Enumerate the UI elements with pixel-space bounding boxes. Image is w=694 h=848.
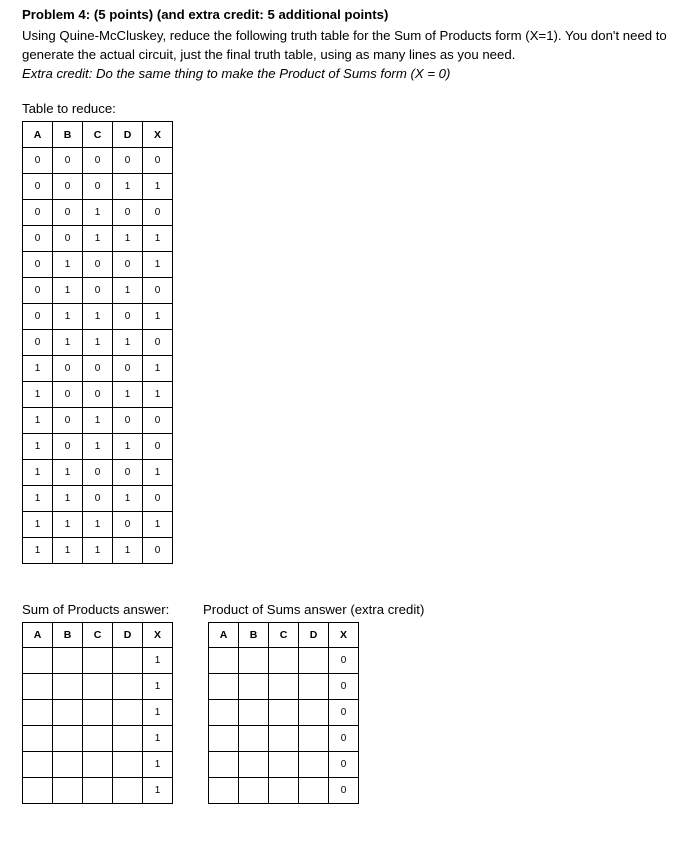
cell-d[interactable] [113,752,143,778]
cell-b[interactable] [239,674,269,700]
cell-x: 0 [329,700,359,726]
cell-d[interactable] [113,648,143,674]
truth-table [22,121,173,564]
cell-a[interactable] [209,778,239,804]
cell-a: 1 [23,434,53,460]
problem-instructions [22,26,672,83]
cell-d: 1 [113,434,143,460]
table-row [209,674,359,700]
table-row [209,648,359,674]
cell-a[interactable] [23,726,53,752]
cell-b[interactable] [239,726,269,752]
column-header-c: C [269,623,299,648]
cell-d[interactable] [113,778,143,804]
column-header-x: X [143,623,173,648]
column-header-c: C [83,623,113,648]
cell-d: 1 [113,278,143,304]
pos-answer-table [208,622,359,804]
cell-c[interactable] [269,778,299,804]
cell-a: 1 [23,538,53,564]
cell-d: 1 [113,330,143,356]
table-row [23,252,173,278]
cell-b[interactable] [239,778,269,804]
table-row [23,700,173,726]
cell-a[interactable] [209,700,239,726]
cell-d[interactable] [299,648,329,674]
cell-c: 1 [83,200,113,226]
column-header-a: A [209,623,239,648]
cell-b: 0 [53,408,83,434]
cell-c[interactable] [83,726,113,752]
table-row [23,278,173,304]
table-row [23,486,173,512]
instructions-text: Using Quine-McCluskey, reduce the following truth table for the Sum of Products form (X=1). You don't need to generate the actual circuit, just the final truth table, using as many lines as you need. [22,28,667,62]
cell-d[interactable] [299,752,329,778]
cell-d: 1 [113,538,143,564]
cell-a: 1 [23,512,53,538]
cell-d: 0 [113,408,143,434]
cell-b: 1 [53,460,83,486]
cell-a: 0 [23,304,53,330]
cell-x: 1 [143,778,173,804]
cell-c[interactable] [83,700,113,726]
cell-x: 1 [143,752,173,778]
table-row [23,648,173,674]
cell-d: 0 [113,304,143,330]
table-row [23,512,173,538]
cell-x: 1 [143,382,173,408]
cell-a: 0 [23,226,53,252]
cell-x: 1 [143,700,173,726]
table-row [23,304,173,330]
table-row [23,356,173,382]
cell-b[interactable] [53,752,83,778]
cell-x: 1 [143,726,173,752]
cell-x: 0 [329,674,359,700]
cell-a: 1 [23,486,53,512]
column-header-d: D [113,122,143,148]
cell-a[interactable] [209,674,239,700]
column-header-x: X [329,623,359,648]
cell-a: 0 [23,148,53,174]
sop-answer-caption: Sum of Products answer: [22,602,170,617]
cell-d[interactable] [113,700,143,726]
cell-c[interactable] [83,752,113,778]
cell-c: 1 [83,434,113,460]
cell-x: 0 [143,486,173,512]
cell-b: 0 [53,226,83,252]
cell-b[interactable] [239,648,269,674]
cell-d: 0 [113,252,143,278]
cell-c: 0 [83,460,113,486]
cell-c: 1 [83,226,113,252]
cell-b: 1 [53,512,83,538]
cell-a: 0 [23,200,53,226]
table-header-row [23,623,173,648]
cell-d: 0 [113,356,143,382]
cell-x: 0 [143,408,173,434]
column-header-b: B [239,623,269,648]
cell-c: 0 [83,148,113,174]
cell-x: 0 [143,200,173,226]
cell-a[interactable] [23,752,53,778]
table-row [23,226,173,252]
cell-b: 1 [53,304,83,330]
cell-d: 1 [113,174,143,200]
table-row [23,538,173,564]
cell-a[interactable] [23,700,53,726]
cell-d: 0 [113,200,143,226]
cell-x: 1 [143,460,173,486]
cell-c: 0 [83,278,113,304]
column-header-d: D [113,623,143,648]
cell-c[interactable] [269,752,299,778]
cell-d: 0 [113,460,143,486]
table-row [23,382,173,408]
table-row [23,434,173,460]
cell-x: 1 [143,174,173,200]
cell-x: 1 [143,304,173,330]
cell-c: 1 [83,512,113,538]
cell-c: 0 [83,486,113,512]
cell-a: 1 [23,408,53,434]
cell-x: 0 [329,778,359,804]
cell-a[interactable] [23,648,53,674]
cell-b: 1 [53,330,83,356]
table-row [23,460,173,486]
cell-c: 0 [83,174,113,200]
column-header-a: A [23,122,53,148]
cell-b[interactable] [53,700,83,726]
cell-x: 1 [143,252,173,278]
cell-a[interactable] [209,726,239,752]
cell-x: 1 [143,512,173,538]
cell-b: 1 [53,252,83,278]
cell-b: 1 [53,486,83,512]
cell-d[interactable] [299,700,329,726]
cell-c: 1 [83,330,113,356]
truth-table-caption: Table to reduce: [22,101,116,116]
column-header-a: A [23,623,53,648]
table-row [23,408,173,434]
cell-b[interactable] [53,778,83,804]
cell-c: 0 [83,356,113,382]
cell-b: 0 [53,148,83,174]
cell-a: 0 [23,174,53,200]
cell-x: 0 [329,752,359,778]
cell-b[interactable] [239,700,269,726]
cell-x: 0 [143,148,173,174]
cell-x: 0 [143,538,173,564]
table-row [23,148,173,174]
cell-d: 0 [113,148,143,174]
cell-b: 0 [53,382,83,408]
table-row [23,330,173,356]
cell-d[interactable] [299,674,329,700]
cell-d: 1 [113,382,143,408]
extra-credit-text: Extra credit: Do the same thing to make the Product of Sums form (X = 0) [22,66,451,81]
cell-d[interactable] [299,778,329,804]
cell-b: 1 [53,538,83,564]
table-row [23,174,173,200]
cell-b[interactable] [53,674,83,700]
cell-x: 0 [143,278,173,304]
cell-a: 0 [23,330,53,356]
cell-a[interactable] [209,752,239,778]
table-row [23,674,173,700]
table-header-row [209,623,359,648]
cell-x: 1 [143,226,173,252]
cell-b: 0 [53,434,83,460]
cell-b: 0 [53,174,83,200]
cell-b: 0 [53,356,83,382]
cell-c[interactable] [269,726,299,752]
cell-x: 0 [143,434,173,460]
column-header-b: B [53,623,83,648]
cell-d: 1 [113,486,143,512]
cell-b: 1 [53,278,83,304]
cell-c: 0 [83,252,113,278]
cell-x: 0 [143,330,173,356]
cell-a: 1 [23,460,53,486]
cell-x: 1 [143,674,173,700]
cell-d[interactable] [113,674,143,700]
table-row [209,700,359,726]
cell-c[interactable] [83,674,113,700]
cell-c[interactable] [269,674,299,700]
cell-b: 0 [53,200,83,226]
cell-c[interactable] [269,700,299,726]
cell-b[interactable] [53,726,83,752]
column-header-d: D [299,623,329,648]
cell-c: 1 [83,538,113,564]
cell-d: 1 [113,226,143,252]
table-row [209,726,359,752]
cell-a: 0 [23,278,53,304]
table-header-row [23,122,173,148]
cell-d: 0 [113,512,143,538]
cell-a: 1 [23,356,53,382]
cell-x: 0 [329,726,359,752]
table-row [209,778,359,804]
cell-a: 1 [23,382,53,408]
cell-c: 1 [83,408,113,434]
cell-c[interactable] [269,648,299,674]
cell-a[interactable] [23,778,53,804]
cell-a[interactable] [209,648,239,674]
cell-x: 1 [143,648,173,674]
cell-x: 0 [329,648,359,674]
sop-answer-table [22,622,173,804]
cell-a: 0 [23,252,53,278]
table-row [23,752,173,778]
cell-b[interactable] [239,752,269,778]
cell-c[interactable] [83,648,113,674]
cell-c[interactable] [83,778,113,804]
table-row [23,200,173,226]
cell-a[interactable] [23,674,53,700]
cell-x: 1 [143,356,173,382]
table-row [209,752,359,778]
column-header-b: B [53,122,83,148]
cell-b[interactable] [53,648,83,674]
cell-c: 1 [83,304,113,330]
problem-title: Problem 4: (5 points) (and extra credit: 5 additional points) [22,7,389,22]
column-header-x: X [143,122,173,148]
cell-d[interactable] [113,726,143,752]
table-row [23,778,173,804]
pos-answer-caption: Product of Sums answer (extra credit) [203,602,425,617]
column-header-c: C [83,122,113,148]
cell-c: 0 [83,382,113,408]
table-row [23,726,173,752]
cell-d[interactable] [299,726,329,752]
